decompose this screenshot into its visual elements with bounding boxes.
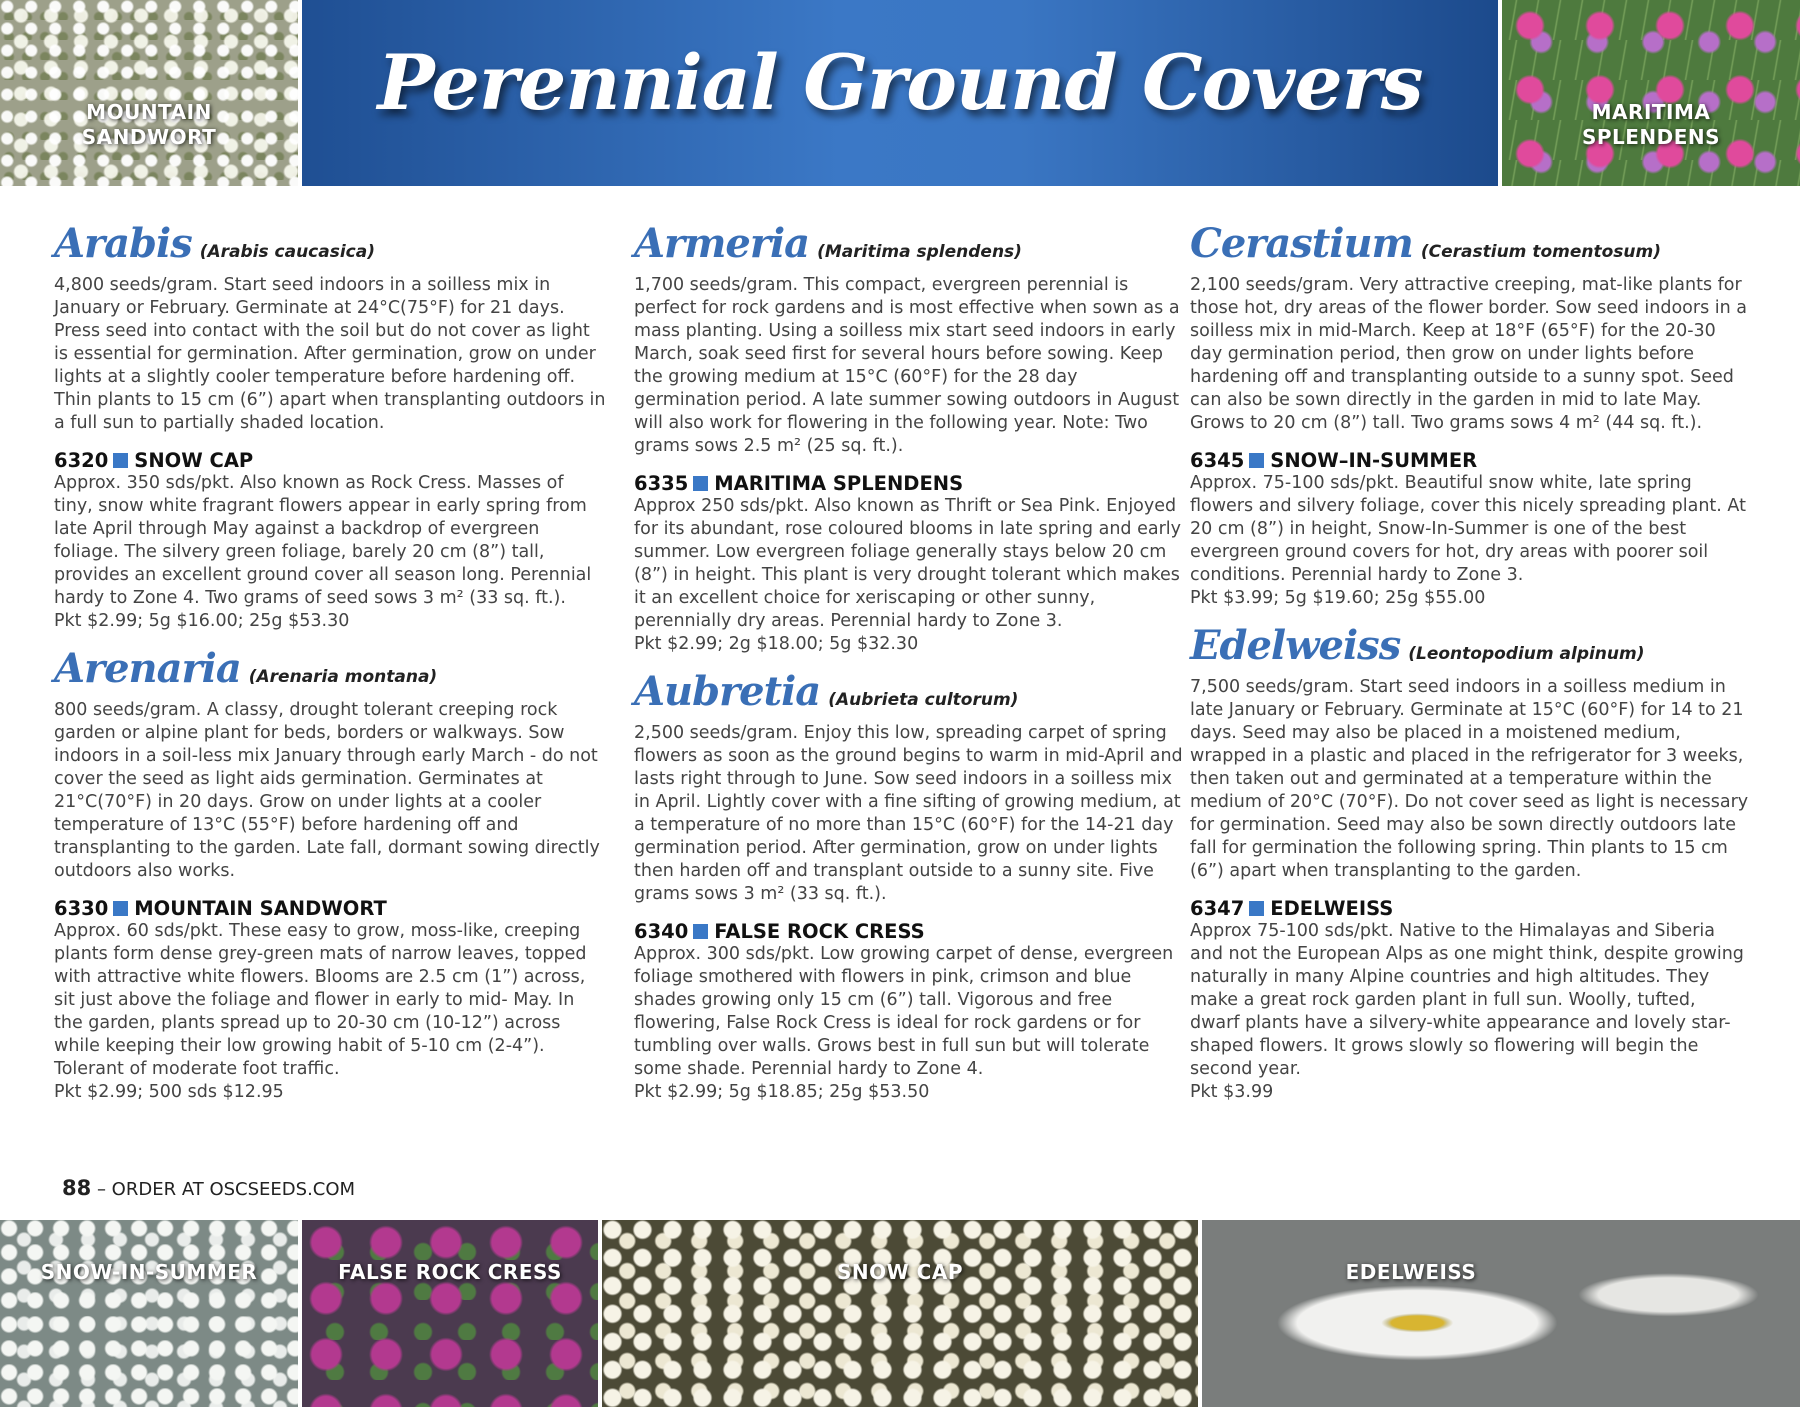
genus-name: Cerastium — [1190, 220, 1413, 267]
column-right — [1190, 222, 1750, 1118]
genus-name: Aubretia — [634, 668, 821, 715]
section-description: 2,500 seeds/gram. Enjoy this low, spreading carpet of spring flowers as soon as the ground begins to warm in mid-April and lasts right through to June. Sow seed indoors in a soilless mix in April. Lightly cover with a fine sifting of growing medium, at a temperature of no more than 15°C (60°F) for the 14-21 day germination period. After germination, grow on under lights then harden off and transplant outside to a sunny site. Five grams sows 3 m² (33 sq. ft.). — [634, 723, 1183, 904]
product-name: SNOW CAP — [134, 449, 254, 472]
square-bullet-icon — [1249, 453, 1264, 468]
section-armeria — [634, 222, 1186, 656]
product-heading — [1190, 897, 1750, 920]
page-footer — [62, 1176, 355, 1200]
genus-name: Edelweiss — [1190, 622, 1401, 669]
genus-name: Arabis — [54, 220, 192, 267]
section-description: 2,100 seeds/gram. Very attractive creeping, mat-like plants for those hot, dry areas of the flower border. Sow seed indoors in a soilless mix in mid-March. Keep at 18°F (65°F) for the 20-30 day germination period, then grow on under lights before hardening off and transplanting outside to a sunny spot. Seed can also be sown directly in the garden in mid to late May. Grows to 20 cm (8”) tall. Two grams sows 4 m² (44 sq. ft.). — [1190, 275, 1747, 433]
section-edelweiss — [1190, 624, 1750, 1104]
product-description: Approx. 300 sds/pkt. Low growing carpet of dense, evergreen foliage smothered with flowers in pink, crimson and blue shades growing only 15 cm (6”) tall. Vigorous and free flowering, False Rock Cress is ideal for rock gardens or for tumbling over walls. Grows best in full sun but will tolerate some shade. Perennial hardy to Zone 4. — [634, 944, 1174, 1079]
latin-name: (Arabis caucasica) — [199, 242, 375, 262]
square-bullet-icon — [113, 453, 128, 468]
latin-name: (Maritima splendens) — [817, 242, 1022, 262]
product-name: SNOW–IN-SUMMER — [1270, 449, 1478, 472]
latin-name: (Leontopodium alpinum) — [1408, 644, 1645, 664]
genus-name: Armeria — [634, 220, 810, 267]
product-code: 6347 — [1190, 897, 1245, 920]
product-code: 6330 — [54, 897, 109, 920]
photo-snow-in-summer — [0, 1220, 298, 1407]
photo-maritima-splendens — [1502, 0, 1800, 186]
product-price: Pkt $2.99; 500 sds $12.95 — [54, 1082, 284, 1102]
photo-label: MARITIMA SPLENDENS — [1581, 100, 1721, 149]
photo-label: SNOW CAP — [837, 1260, 963, 1284]
product-name: FALSE ROCK CRESS — [714, 920, 925, 943]
product-description: Approx. 60 sds/pkt. These easy to grow, moss-like, creeping plants form dense grey-green mats of narrow leaves, topped with attractive white flowers. Blooms are 2.5 cm (1”) across, sit just above the foliage and flower in early to mid- May. In the garden, plants spread up to 20-30 cm (10-12”) across while keeping their low growing habit of 5-10 cm (2-4”). Tolerant of moderate foot traffic. — [54, 921, 587, 1079]
latin-name: (Arenaria montana) — [248, 667, 438, 687]
section-description: 4,800 seeds/gram. Start seed indoors in a soilless mix in January or February. Germinate at 24°C(75°F) for 21 days. Press seed into contact with the soil but do not cover as light is essential for germination. After germination, grow on under lights at a slightly cooler temperature before hardening off. Thin plants to 15 cm (6”) apart when transplanting outdoors in a full sun to partially shaded location. — [54, 275, 606, 433]
section-heading — [1190, 222, 1750, 274]
product-name: MOUNTAIN SANDWORT — [134, 897, 387, 920]
square-bullet-icon — [693, 924, 708, 939]
section-heading — [634, 670, 1186, 722]
square-bullet-icon — [693, 476, 708, 491]
header-banner — [302, 0, 1498, 186]
order-link[interactable]: – ORDER AT OSCSEEDS.COM — [91, 1179, 356, 1200]
page-title: Perennial Ground Covers — [377, 38, 1423, 127]
column-left — [54, 222, 606, 1118]
section-description: 800 seeds/gram. A classy, drought tolerant creeping rock garden or alpine plant for beds, borders or walkways. Sow indoors in a soil-less mix January through early March - do not cover the seed as light aids germination. Germinates at 21°C(70°F) in 20 days. Grow on under lights at a cooler temperature of 13°C (55°F) before hardening off and transplanting to the garden. Late fall, dormant sowing directly outdoors also works. — [54, 700, 600, 881]
product-description: Approx. 350 sds/pkt. Also known as Rock Cress. Masses of tiny, snow white fragrant flowers appear in early spring from late April through May against a backdrop of evergreen foliage. The silvery green foliage, barely 20 cm (8”) tall, provides an excellent ground cover all season long. Perennial hardy to Zone 4. Two grams of seed sows 3 m² (33 sq. ft.). — [54, 473, 592, 608]
product-code: 6340 — [634, 920, 689, 943]
photo-snow-cap — [602, 1220, 1198, 1407]
product-heading — [54, 449, 606, 472]
photo-label: FALSE ROCK CRESS — [338, 1260, 562, 1284]
genus-name: Arenaria — [54, 645, 241, 692]
product-heading — [634, 920, 1186, 943]
product-heading — [634, 472, 1186, 495]
product-heading — [1190, 449, 1750, 472]
square-bullet-icon — [113, 901, 128, 916]
section-arabis — [54, 222, 606, 633]
latin-name: (Aubrieta cultorum) — [828, 690, 1019, 710]
section-arenaria — [54, 647, 606, 1104]
product-price: Pkt $2.99; 5g $16.00; 25g $53.30 — [54, 611, 350, 631]
product-price: Pkt $2.99; 5g $18.85; 25g $53.50 — [634, 1082, 930, 1102]
product-name: EDELWEISS — [1270, 897, 1394, 920]
latin-name: (Cerastium tomentosum) — [1420, 242, 1661, 262]
photo-false-rock-cress — [302, 1220, 598, 1407]
square-bullet-icon — [1249, 901, 1264, 916]
product-code: 6345 — [1190, 449, 1245, 472]
section-description: 7,500 seeds/gram. Start seed indoors in a soilless medium in late January or February. Germinate at 15°C (60°F) for 14 to 21 days. Seed may also be placed in a moistened medium, wrapped in a plastic and placed in the refrigerator for 3 weeks, then taken out and germinated at a temperature within the medium of 20°C (70°F). Do not cover seed as light is necessary for germination. Seed may also be sown directly outdoors late fall for germination the following spring. Thin plants to 15 cm (6”) apart when transplanting to the garden. — [1190, 677, 1749, 881]
product-price: Pkt $3.99 — [1190, 1082, 1274, 1102]
product-price: Pkt $2.99; 2g $18.00; 5g $32.30 — [634, 634, 919, 654]
photo-label: MOUNTAIN SANDWORT — [81, 100, 217, 149]
product-description: Approx 250 sds/pkt. Also known as Thrift or Sea Pink. Enjoyed for its abundant, rose coloured blooms in late spring and early summer. Low evergreen foliage generally stays below 20 cm (8”) in height. This plant is very drought tolerant which makes it an excellent choice for xeriscaping or other sunny, perennially dry areas. Perennial hardy to Zone 3. — [634, 496, 1181, 631]
section-heading — [1190, 624, 1750, 676]
section-description: 1,700 seeds/gram. This compact, evergreen perennial is perfect for rock gardens and is most effective when sown as a mass planting. Using a soilless mix start seed indoors in early March, soak seed first for several hours before sowing. Keep the growing medium at 15°C (60°F) for the 28 day germination period. A late summer sowing outdoors in August will also work for flowering in the following year. Note: Two grams sows 2.5 m² (25 sq. ft.). — [634, 275, 1180, 456]
product-name: MARITIMA SPLENDENS — [714, 472, 964, 495]
photo-label: EDELWEISS — [1345, 1260, 1477, 1284]
product-description: Approx. 75-100 sds/pkt. Beautiful snow white, late spring flowers and silvery foliage, cover this nicely spreading plant. At 20 cm (8”) in height, Snow-In-Summer is one of the best evergreen ground covers for hot, dry areas with poorer soil conditions. Perennial hardy to Zone 3. — [1190, 473, 1746, 585]
section-heading — [54, 647, 606, 699]
section-heading — [54, 222, 606, 274]
section-heading — [634, 222, 1186, 274]
product-description: Approx 75-100 sds/pkt. Native to the Himalayas and Siberia and not the European Alps as one might think, despite growing naturally in many Alpine countries and high altitudes. They make a great rock garden plant in full sun. Woolly, tufted, dwarf plants have a silvery-white appearance and lovely star-shaped flowers. It grows slowly so flowering will begin the second year. — [1190, 921, 1744, 1079]
product-price: Pkt $3.99; 5g $19.60; 25g $55.00 — [1190, 588, 1486, 608]
section-cerastium — [1190, 222, 1750, 610]
product-code: 6335 — [634, 472, 689, 495]
product-heading — [54, 897, 606, 920]
section-aubretia — [634, 670, 1186, 1104]
column-middle — [634, 222, 1186, 1118]
photo-edelweiss — [1202, 1220, 1800, 1407]
photo-label: SNOW-IN-SUMMER — [40, 1260, 258, 1284]
page-number: 88 — [62, 1176, 92, 1200]
photo-mountain-sandwort — [0, 0, 298, 186]
product-code: 6320 — [54, 449, 109, 472]
